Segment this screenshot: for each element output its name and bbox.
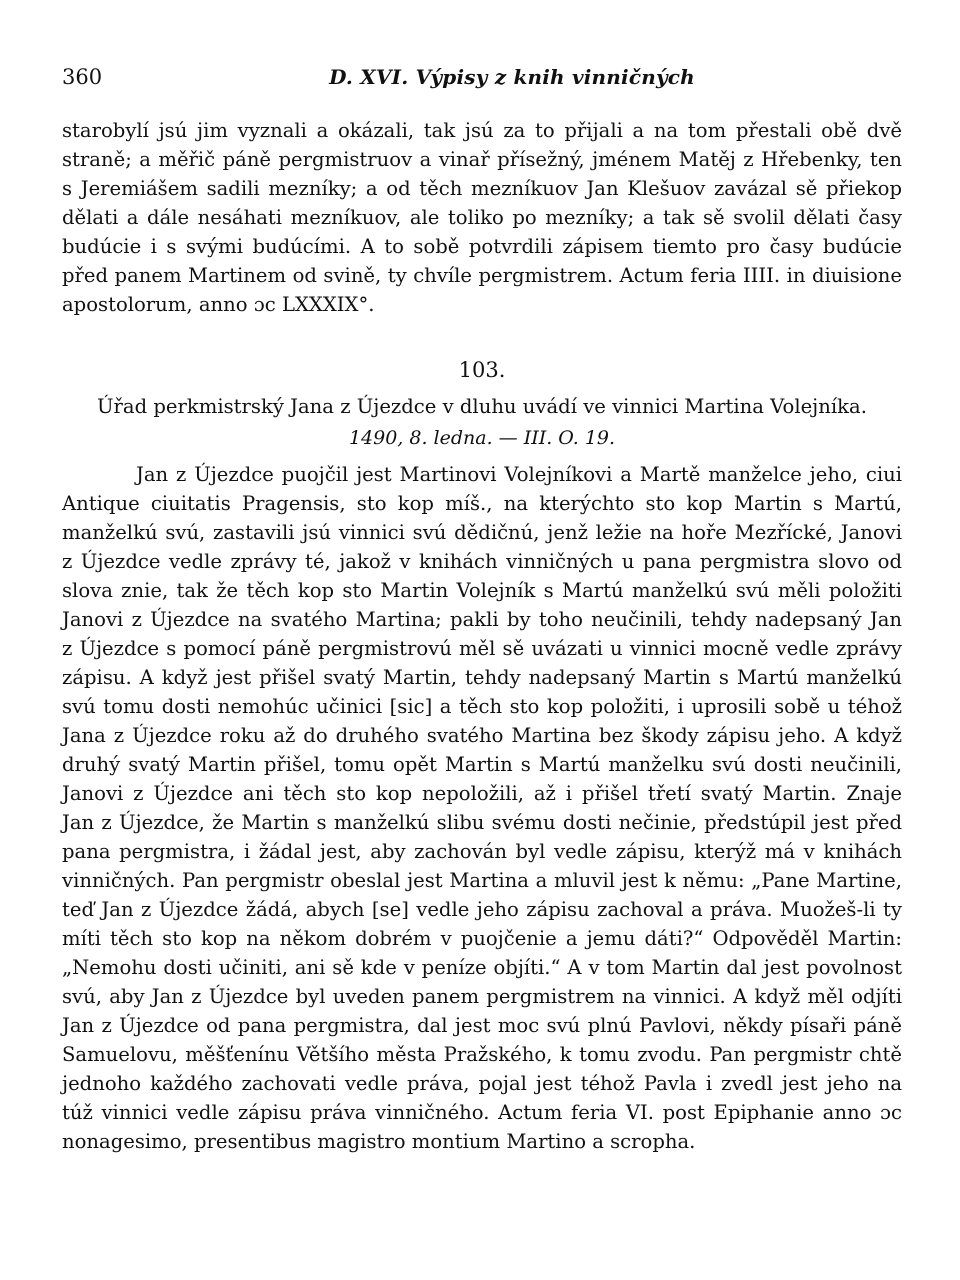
text-line: pana pergmistra, i žádal jest, aby zachován byl vedle zápisu, kterýž má v knihách <box>62 840 902 863</box>
text-line: manželkú svú, zastavili jsú vinnici svú dědičnú, jenž ležie na hoře Mezřícké, Janovi <box>62 521 902 544</box>
text-line: teď Jan z Újezdce žádá, abych [se] vedle jeho zápisu zachoval a práva. Muožeš-li ty <box>62 898 902 921</box>
text-line: Antique ciuitatis Pragensis, sto kop míš., na kterýchto sto kop Martin s Martú, <box>62 492 902 515</box>
text-line: míti těch sto kop na někom dobrém v puojčenie a jemu dáti?“ Odpověděl Martin: <box>62 927 902 950</box>
text-line: budúcie i s svými budúcími. A to sobě potvrdili zápisem tiemto pro časy budúcie <box>62 235 902 258</box>
running-title: D. XVI. Výpisy z knih vinničných <box>329 65 695 89</box>
page-number: 360 <box>62 65 103 89</box>
section-number: 103. <box>458 358 506 382</box>
text-line: před panem Martinem od svině, ty chvíle pergmistrem. Actum feria IIII. in diuisione <box>62 264 902 287</box>
text-line: vinničných. Pan pergmistr obeslal jest Martina a mluvil jest k němu: „Pane Martine, <box>62 869 902 892</box>
text-line: z Újezdce vedle zprávy té, jakož v knihách vinničných u pana pergmistra slovo od <box>62 550 902 573</box>
text-line: starobylí jsú jim vyznali a okázali, tak jsú za to přijali a na tom přestali obě dvě <box>62 119 902 142</box>
section-regest: Úřad perkmistrský Jana z Újezdce v dluhu uvádí ve vinnici Martina Volejníka. <box>97 395 867 418</box>
text-line: slova znie, tak že těch kop sto Martin Volejník s Martú manželkú svú měli položiti <box>62 579 902 602</box>
text-line: svú tomu dosti nemohúc učinici [sic] a těch sto kop položiti, i uprosili sobě u téhož <box>62 695 902 718</box>
text-line: Jan z Újezdce puojčil jest Martinovi Volejníkovi a Martě manželce jeho, ciui <box>136 463 902 486</box>
entry-text-block <box>62 460 902 1156</box>
text-line: svú, aby Jan z Újezdce byl uveden panem pergmistrem na vinnici. A když měl odjíti <box>62 985 902 1008</box>
text-line: Janovi z Újezdce ani těch sto kop nepoložili, až i přišel třetí svatý Martin. Znaje <box>62 782 902 805</box>
continued-text-block <box>62 116 902 319</box>
text-line: dělati a dále nesáhati mezníkuov, ale toliko po mezníky; a tak sě svolil dělati časy <box>62 206 902 229</box>
text-line: apostolorum, anno ɔc LXXXIX°. <box>62 293 375 316</box>
text-line: túž vinnici vedle zápisu práva vinničného. Actum feria VI. post Epiphanie anno ɔc <box>62 1101 902 1124</box>
text-line: Jan z Újezdce, že Martin s manželkú slibu svému dosti nečinie, předstúpil jest před <box>62 811 902 834</box>
text-line: straně; a měřič páně pergmistruov a vinař přísežný, jménem Matěj z Hřebenky, ten <box>62 148 902 171</box>
text-line: zápisu. A když jest přišel svatý Martin, tehdy nadepsaný Martin s Martú manželkú <box>62 666 902 689</box>
text-line: Janovi z Újezdce na svatého Martina; pakli by toho neučinili, tehdy nadepsaný Jan <box>62 608 902 631</box>
running-head <box>62 62 902 92</box>
section-dateline: 1490, 8. ledna. — III. O. 19. <box>348 427 616 449</box>
text-line: „Nemohu dosti učiniti, ani sě kde v peníze objíti.“ A v tom Martin dal jest povolnost <box>62 956 902 979</box>
text-line: s Jeremiášem sadili mezníky; a od těch mezníkuov Jan Klešuov zavázal sě přiekop <box>62 177 902 200</box>
text-line: jednoho každého zachovati vedle práva, pojal jest téhož Pavla i zvedl jest jeho na <box>62 1072 902 1095</box>
text-line: Jana z Újezdce roku až do druhého svatého Martina bez škody zápisu jeho. A když <box>62 724 902 747</box>
text-line: Jan z Újezdce od pana pergmistra, dal jest moc svú plnú Pavlovi, někdy písaři páně <box>62 1014 902 1037</box>
text-line: Samuelovu, měšťenínu Většího města Pražského, k tomu zvodu. Pan pergmistr chtě <box>62 1043 902 1066</box>
text-line: z Újezdce s pomocí páně pergmistrovú měl sě uvázati u vinnici mocně vedle zprávy <box>62 637 902 660</box>
text-line: nonagesimo, presentibus magistro montium Martino a scropha. <box>62 1130 696 1153</box>
text-line: druhý svatý Martin přišel, tomu opět Martin s Martú manželku svú dosti neučinili, <box>62 753 902 776</box>
